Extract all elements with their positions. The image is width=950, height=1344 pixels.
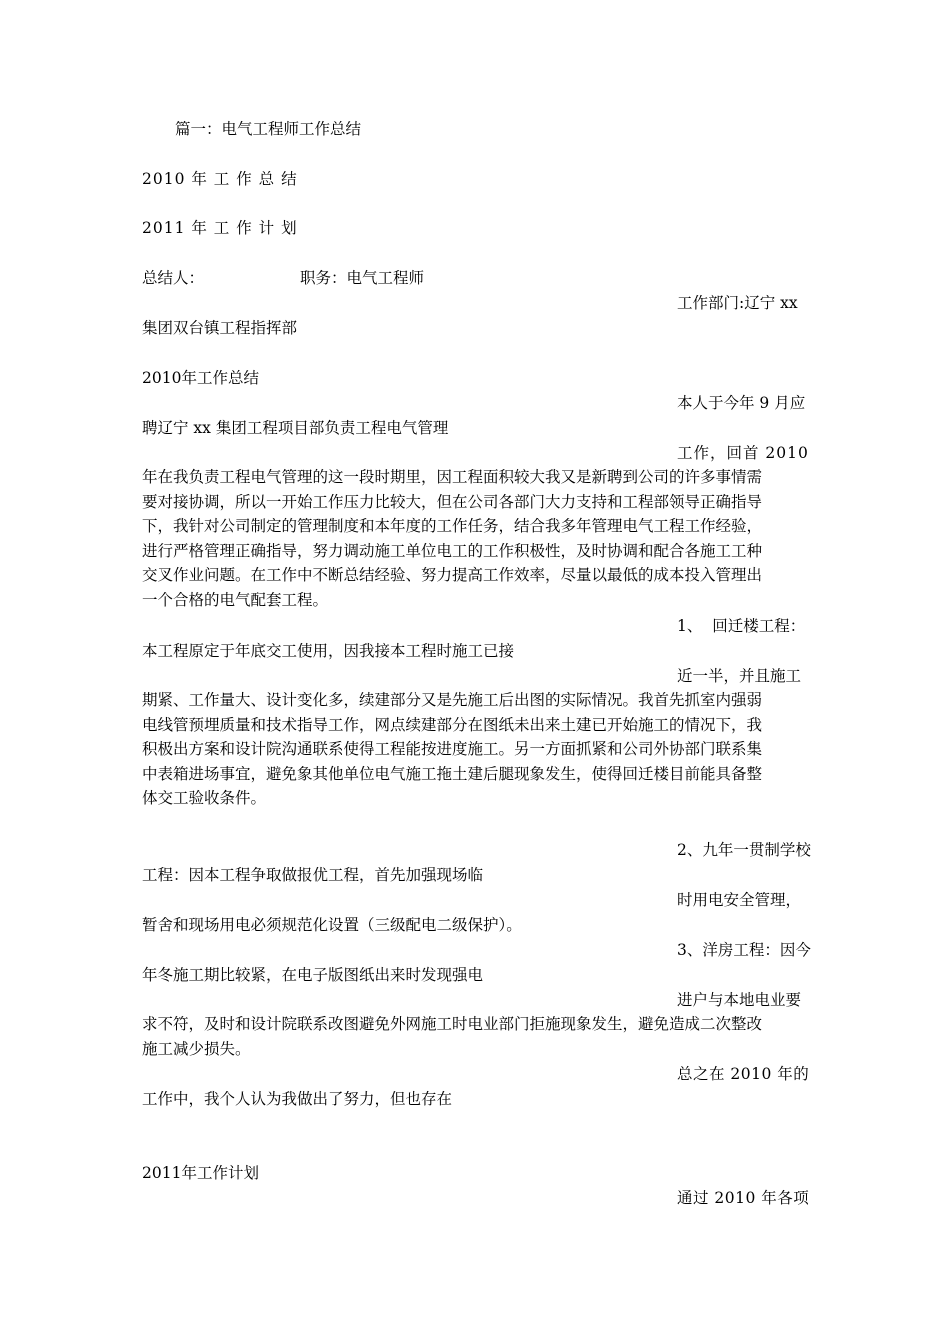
cover-plan-line: 2011 年 工 作 计 划 <box>142 219 298 237</box>
item3-line-a: 年冬施工期比较紧，在电子版图纸出来时发现强电 <box>142 966 484 984</box>
summary-intro-c: 工作，回首 2010 <box>677 444 809 462</box>
item3-title: 3、洋房工程：因今 <box>677 941 811 959</box>
paragraph-line: 积极出方案和设计院沟通联系使得工程能按进度施工。另一方面抓紧和公司外协部门联系集 <box>142 740 763 758</box>
item2-line-a: 工程：因本工程争取做报优工程，首先加强现场临 <box>142 866 484 884</box>
cover-summary-line: 2010 年 工 作 总 结 <box>142 170 298 188</box>
paragraph-line: 年在我负责工程电气管理的这一段时期里，因工程面积较大我又是新聘到公司的许多事情需 <box>142 468 763 486</box>
closing-line-a: 总之在 2010 年的 <box>677 1065 810 1083</box>
item1-paragraph <box>142 688 812 811</box>
item3-line-b: 进户与本地电业要 <box>677 991 802 1009</box>
item1-title: 1、 回迁楼工程： <box>677 617 806 635</box>
position-label: 职务：电气工程师 <box>300 269 425 287</box>
paragraph-line: 施工减少损失。 <box>142 1039 251 1058</box>
paragraph-line: 期紧、工作量大、设计变化多，续建部分又是先施工后出图的实际情况。我首先抓室内强弱 <box>142 691 763 709</box>
paragraph-line: 交叉作业问题。在工作中不断总结经验、努力提高工作效率，尽量以最低的成本投入管理出 <box>142 566 763 584</box>
department-line-b: 集团双台镇工程指挥部 <box>142 319 298 337</box>
summary-intro-b: 聘辽宁 xx 集团工程项目部负责工程电气管理 <box>142 419 449 437</box>
closing-line-b: 工作中，我个人认为我做出了努力，但也存在 <box>142 1090 453 1108</box>
paragraph-line: 下，我针对公司制定的管理制度和本年度的工作任务，结合我多年管理电气工程工作经验， <box>142 517 763 535</box>
paragraph-line: 求不符，及时和设计院联系改图避免外网施工时电业部门拒施现象发生，避免造成二次整改 <box>142 1015 763 1033</box>
item2-line-b: 时用电安全管理， <box>677 891 802 909</box>
summary-intro-a: 本人于今年 9 月应 <box>677 394 806 412</box>
item1-line-b: 近一半，并且施工 <box>677 667 802 685</box>
document-title: 篇一：电气工程师工作总结 <box>175 120 362 138</box>
department-line-a: 工作部门:辽宁 xx <box>677 294 798 312</box>
summary-intro-paragraph <box>142 465 812 612</box>
item2-title: 2、九年一贯制学校 <box>677 841 811 859</box>
author-label: 总结人： <box>142 269 205 287</box>
plan-heading: 2011年工作计划 <box>142 1164 259 1182</box>
item1-line-a: 本工程原定于年底交工使用，因我接本工程时施工已接 <box>142 642 515 660</box>
plan-intro-a: 通过 2010 年各项 <box>677 1189 810 1207</box>
summary-heading: 2010年工作总结 <box>142 369 259 387</box>
paragraph-line: 进行严格管理正确指导，努力调动施工单位电工的工作积极性，及时协调和配合各施工工种 <box>142 541 763 560</box>
paragraph-line: 中表箱进场事宜，避免象其他单位电气施工拖土建后腿现象发生，使得回迁楼目前能具备整 <box>142 764 763 783</box>
paragraph-line: 要对接协调，所以一开始工作压力比较大，但在公司各部门大力支持和工程部领导正确指导 <box>142 492 763 511</box>
paragraph-line: 一个合格的电气配套工程。 <box>142 590 329 609</box>
item3-paragraph <box>142 1012 812 1061</box>
item2-line-c: 暂舍和现场用电必须规范化设置（三级配电二级保护）。 <box>142 916 522 934</box>
paragraph-line: 电线管预埋质量和技术指导工作，网点续建部分在图纸未出来土建已开始施工的情况下，我 <box>142 715 763 734</box>
paragraph-line: 体交工验收条件。 <box>142 789 267 807</box>
